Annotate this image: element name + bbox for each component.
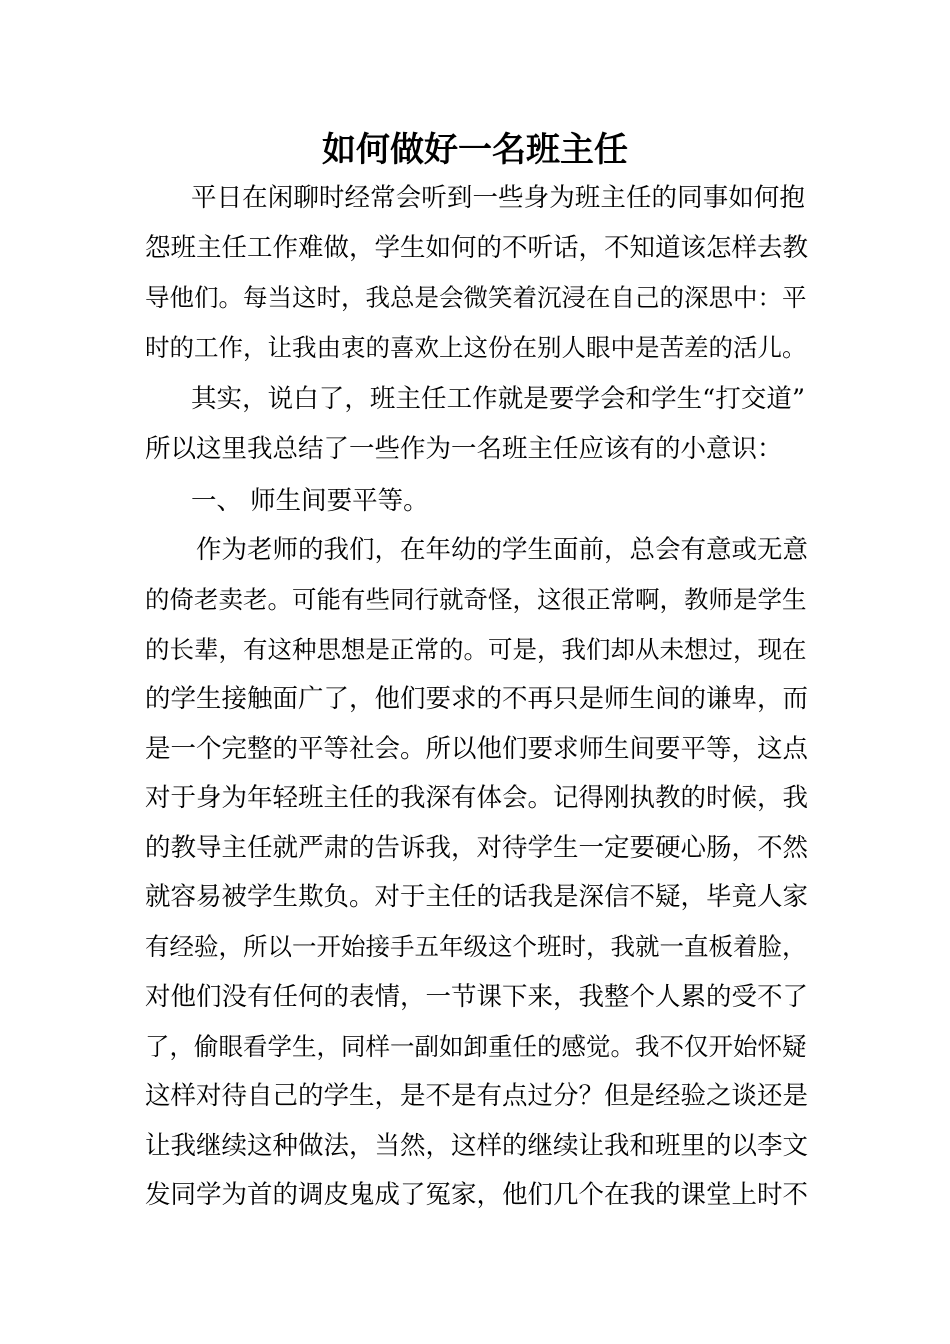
text-line-11: 的学生接触面广了，他们要求的不再只是师生间的谦卑，而 [145,684,809,714]
text-line-2: 怨班主任工作难做，学生如何的不听话，不知道该怎样去教 [145,233,809,263]
text-line-9: 的倚老卖老。可能有些同行就奇怪，这很正常啊，教师是学生 [145,585,807,614]
text-line-21: 发同学为首的调皮鬼成了冤家，他们几个在我的课堂上时不 [145,1180,809,1210]
text-line-12: 是一个完整的平等社会。所以他们要求师生间要平等，这点 [145,734,809,764]
text-line-5: 其实，说白了，班主任工作就是要学会和学生“打交道” [191,384,805,414]
text-line-13: 对于身为年轻班主任的我深有体会。记得刚执教的时候，我 [145,783,809,813]
text-line-4: 时的工作，让我由衷的喜欢上这份在别人眼中是苦差的活儿。 [145,333,807,362]
text-line-6: 所以这里我总结了一些作为一名班主任应该有的小意识： [145,434,783,464]
text-line-14: 的教导主任就严肃的告诉我，对待学生一定要硬心肠，不然 [145,833,809,863]
text-line-10: 的长辈，有这种思想是正常的。可是，我们却从未想过，现在 [145,635,807,664]
text-line-16: 有经验，所以一开始接手五年级这个班时，我就一直板着脸， [145,932,807,961]
text-line-18: 了，偷眼看学生，同样一副如卸重任的感觉。我不仅开始怀疑 [145,1032,807,1061]
text-line-20: 让我继续这种做法，当然，这样的继续让我和班里的以李文 [145,1131,809,1161]
text-line-19: 这样对待自己的学生，是不是有点过分？但是经验之谈还是 [145,1081,809,1111]
text-line-1: 平日在闲聊时经常会听到一些身为班主任的同事如何抱 [191,183,805,213]
text-line-15: 就容易被学生欺负。对于主任的话我是深信不疑，毕竟人家 [145,882,809,912]
text-line-3: 导他们。每当这时，我总是会微笑着沉浸在自己的深思中：平 [145,283,807,312]
section-heading-1: 一、 师生间要平等。 [191,486,429,516]
document-title: 如何做好一名班主任 [322,130,628,170]
text-line-17: 对他们没有任何的表情，一节课下来，我整个人累的受不了 [145,982,809,1012]
text-line-8: 作为老师的我们，在年幼的学生面前，总会有意或无意 [196,535,809,565]
